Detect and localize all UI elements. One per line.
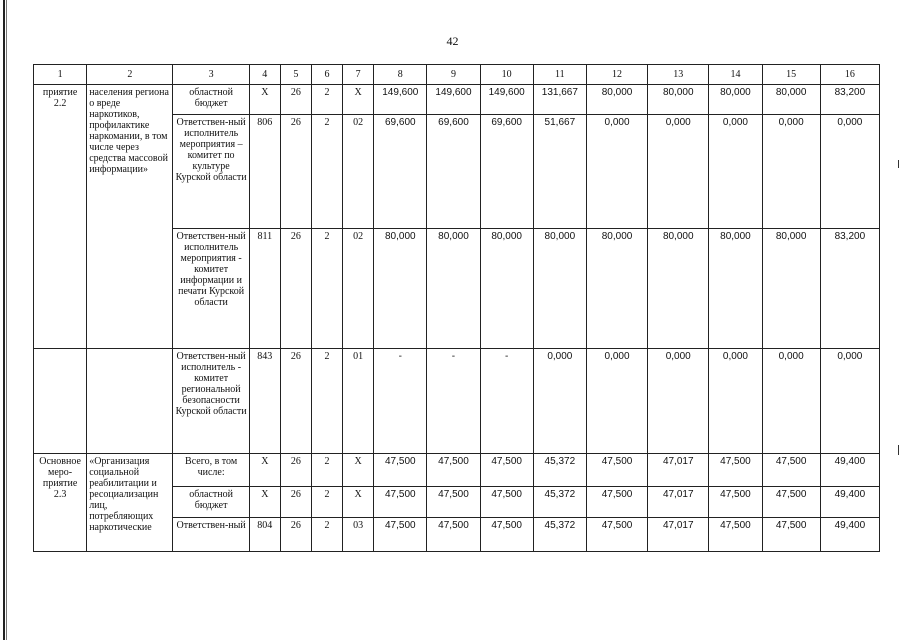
value-cell: 0,000 bbox=[648, 349, 709, 454]
value-cell: 0,000 bbox=[586, 349, 647, 454]
value-cell: 69,600 bbox=[427, 115, 480, 229]
column-header: 8 bbox=[374, 65, 427, 85]
value-cell: 47,500 bbox=[374, 487, 427, 518]
value-cell: 0,000 bbox=[586, 115, 647, 229]
value-cell: 0,000 bbox=[820, 349, 879, 454]
value-cell: 0,000 bbox=[533, 349, 586, 454]
funding-source: Всего, в том числе: bbox=[173, 454, 249, 487]
value-cell: - bbox=[374, 349, 427, 454]
code-cell: 804 bbox=[249, 518, 280, 552]
code-cell: 2 bbox=[311, 349, 342, 454]
column-header: 12 bbox=[586, 65, 647, 85]
column-header: 2 bbox=[87, 65, 173, 85]
funding-source: Ответствен-ный исполнитель мероприятия – комитет по культуре Курской области bbox=[173, 115, 249, 229]
value-cell: 0,000 bbox=[709, 115, 762, 229]
column-header: 10 bbox=[480, 65, 533, 85]
value-cell: 80,000 bbox=[533, 229, 586, 349]
scan-edge-line bbox=[3, 0, 5, 640]
value-cell: 51,667 bbox=[533, 115, 586, 229]
value-cell: 80,000 bbox=[480, 229, 533, 349]
value-cell: 149,600 bbox=[427, 85, 480, 115]
value-cell: 47,500 bbox=[762, 487, 820, 518]
value-cell: 69,600 bbox=[374, 115, 427, 229]
activity-name: «Организация социальной реабилитации и ресоциализацин лиц, потребляющих наркотические bbox=[87, 454, 173, 552]
code-cell: 843 bbox=[249, 349, 280, 454]
code-cell: Х bbox=[343, 487, 374, 518]
code-cell: 806 bbox=[249, 115, 280, 229]
value-cell: 47,017 bbox=[648, 454, 709, 487]
column-header: 15 bbox=[762, 65, 820, 85]
value-cell: 80,000 bbox=[709, 229, 762, 349]
value-cell: 80,000 bbox=[427, 229, 480, 349]
budget-table bbox=[33, 64, 880, 552]
value-cell: - bbox=[427, 349, 480, 454]
code-cell: 26 bbox=[280, 229, 311, 349]
funding-source: областной бюджет bbox=[173, 85, 249, 115]
code-cell: Х bbox=[343, 85, 374, 115]
column-header: 4 bbox=[249, 65, 280, 85]
value-cell: 45,372 bbox=[533, 487, 586, 518]
table-row bbox=[34, 349, 880, 454]
value-cell: 80,000 bbox=[586, 85, 647, 115]
value-cell: 80,000 bbox=[648, 85, 709, 115]
value-cell: 45,372 bbox=[533, 454, 586, 487]
code-cell: 26 bbox=[280, 85, 311, 115]
code-cell: 2 bbox=[311, 487, 342, 518]
value-cell: 80,000 bbox=[374, 229, 427, 349]
activity-number-empty bbox=[34, 349, 87, 454]
value-cell: 0,000 bbox=[762, 349, 820, 454]
column-header: 9 bbox=[427, 65, 480, 85]
code-cell: 03 bbox=[343, 518, 374, 552]
table-row bbox=[34, 454, 880, 487]
code-cell: 02 bbox=[343, 115, 374, 229]
value-cell: 49,400 bbox=[820, 518, 879, 552]
funding-source: Ответствен-ный исполнитель мероприятия - комитет информации и печати Курской области bbox=[173, 229, 249, 349]
code-cell: 02 bbox=[343, 229, 374, 349]
table-row bbox=[34, 85, 880, 115]
value-cell: 80,000 bbox=[586, 229, 647, 349]
value-cell: 47,500 bbox=[427, 454, 480, 487]
column-header: 3 bbox=[173, 65, 249, 85]
value-cell: 49,400 bbox=[820, 454, 879, 487]
scan-mark bbox=[898, 160, 899, 168]
header-row bbox=[34, 65, 880, 85]
scan-mark bbox=[898, 445, 899, 455]
value-cell: 149,600 bbox=[480, 85, 533, 115]
value-cell: - bbox=[480, 349, 533, 454]
code-cell: 2 bbox=[311, 85, 342, 115]
code-cell: 26 bbox=[280, 518, 311, 552]
code-cell: 2 bbox=[311, 229, 342, 349]
column-header: 11 bbox=[533, 65, 586, 85]
value-cell: 83,200 bbox=[820, 229, 879, 349]
code-cell: 811 bbox=[249, 229, 280, 349]
code-cell: 26 bbox=[280, 349, 311, 454]
code-cell: 26 bbox=[280, 115, 311, 229]
value-cell: 47,500 bbox=[762, 518, 820, 552]
value-cell: 47,500 bbox=[480, 518, 533, 552]
value-cell: 47,500 bbox=[480, 487, 533, 518]
value-cell: 47,500 bbox=[480, 454, 533, 487]
funding-source: Ответствен-ный исполнитель - комитет региональной безопасности Курской области bbox=[173, 349, 249, 454]
value-cell: 0,000 bbox=[820, 115, 879, 229]
value-cell: 80,000 bbox=[762, 85, 820, 115]
value-cell: 47,017 bbox=[648, 487, 709, 518]
funding-source: областной бюджет bbox=[173, 487, 249, 518]
value-cell: 47,500 bbox=[586, 518, 647, 552]
column-header: 1 bbox=[34, 65, 87, 85]
value-cell: 47,500 bbox=[709, 454, 762, 487]
value-cell: 0,000 bbox=[762, 115, 820, 229]
value-cell: 80,000 bbox=[648, 229, 709, 349]
value-cell: 47,500 bbox=[374, 518, 427, 552]
code-cell: 26 bbox=[280, 487, 311, 518]
value-cell: 131,667 bbox=[533, 85, 586, 115]
code-cell: Х bbox=[249, 454, 280, 487]
value-cell: 47,500 bbox=[374, 454, 427, 487]
activity-number: приятие 2.2 bbox=[34, 85, 87, 349]
value-cell: 69,600 bbox=[480, 115, 533, 229]
value-cell: 47,500 bbox=[709, 518, 762, 552]
value-cell: 149,600 bbox=[374, 85, 427, 115]
value-cell: 47,500 bbox=[586, 454, 647, 487]
value-cell: 47,500 bbox=[586, 487, 647, 518]
page-number: 42 bbox=[446, 34, 459, 48]
value-cell: 0,000 bbox=[648, 115, 709, 229]
activity-name: населения региона о вреде наркотиков, профилактике наркомании, в том числе через средства массовой информации» bbox=[87, 85, 173, 349]
value-cell: 49,400 bbox=[820, 487, 879, 518]
code-cell: 2 bbox=[311, 518, 342, 552]
activity-number: Основное меро-приятие 2.3 bbox=[34, 454, 87, 552]
column-header: 7 bbox=[343, 65, 374, 85]
column-header: 16 bbox=[820, 65, 879, 85]
value-cell: 80,000 bbox=[709, 85, 762, 115]
value-cell: 47,500 bbox=[709, 487, 762, 518]
value-cell: 47,500 bbox=[427, 487, 480, 518]
code-cell: 26 bbox=[280, 454, 311, 487]
value-cell: 47,500 bbox=[427, 518, 480, 552]
funding-source: Ответствен-ный bbox=[173, 518, 249, 552]
column-header: 13 bbox=[648, 65, 709, 85]
column-header: 5 bbox=[280, 65, 311, 85]
column-header: 14 bbox=[709, 65, 762, 85]
value-cell: 80,000 bbox=[762, 229, 820, 349]
code-cell: 01 bbox=[343, 349, 374, 454]
column-header: 6 bbox=[311, 65, 342, 85]
scan-edge-line-inner bbox=[6, 0, 7, 640]
activity-name-empty bbox=[87, 349, 173, 454]
code-cell: 2 bbox=[311, 454, 342, 487]
code-cell: Х bbox=[249, 487, 280, 518]
code-cell: 2 bbox=[311, 115, 342, 229]
value-cell: 47,017 bbox=[648, 518, 709, 552]
code-cell: Х bbox=[343, 454, 374, 487]
value-cell: 83,200 bbox=[820, 85, 879, 115]
code-cell: Х bbox=[249, 85, 280, 115]
value-cell: 0,000 bbox=[709, 349, 762, 454]
value-cell: 45,372 bbox=[533, 518, 586, 552]
value-cell: 47,500 bbox=[762, 454, 820, 487]
